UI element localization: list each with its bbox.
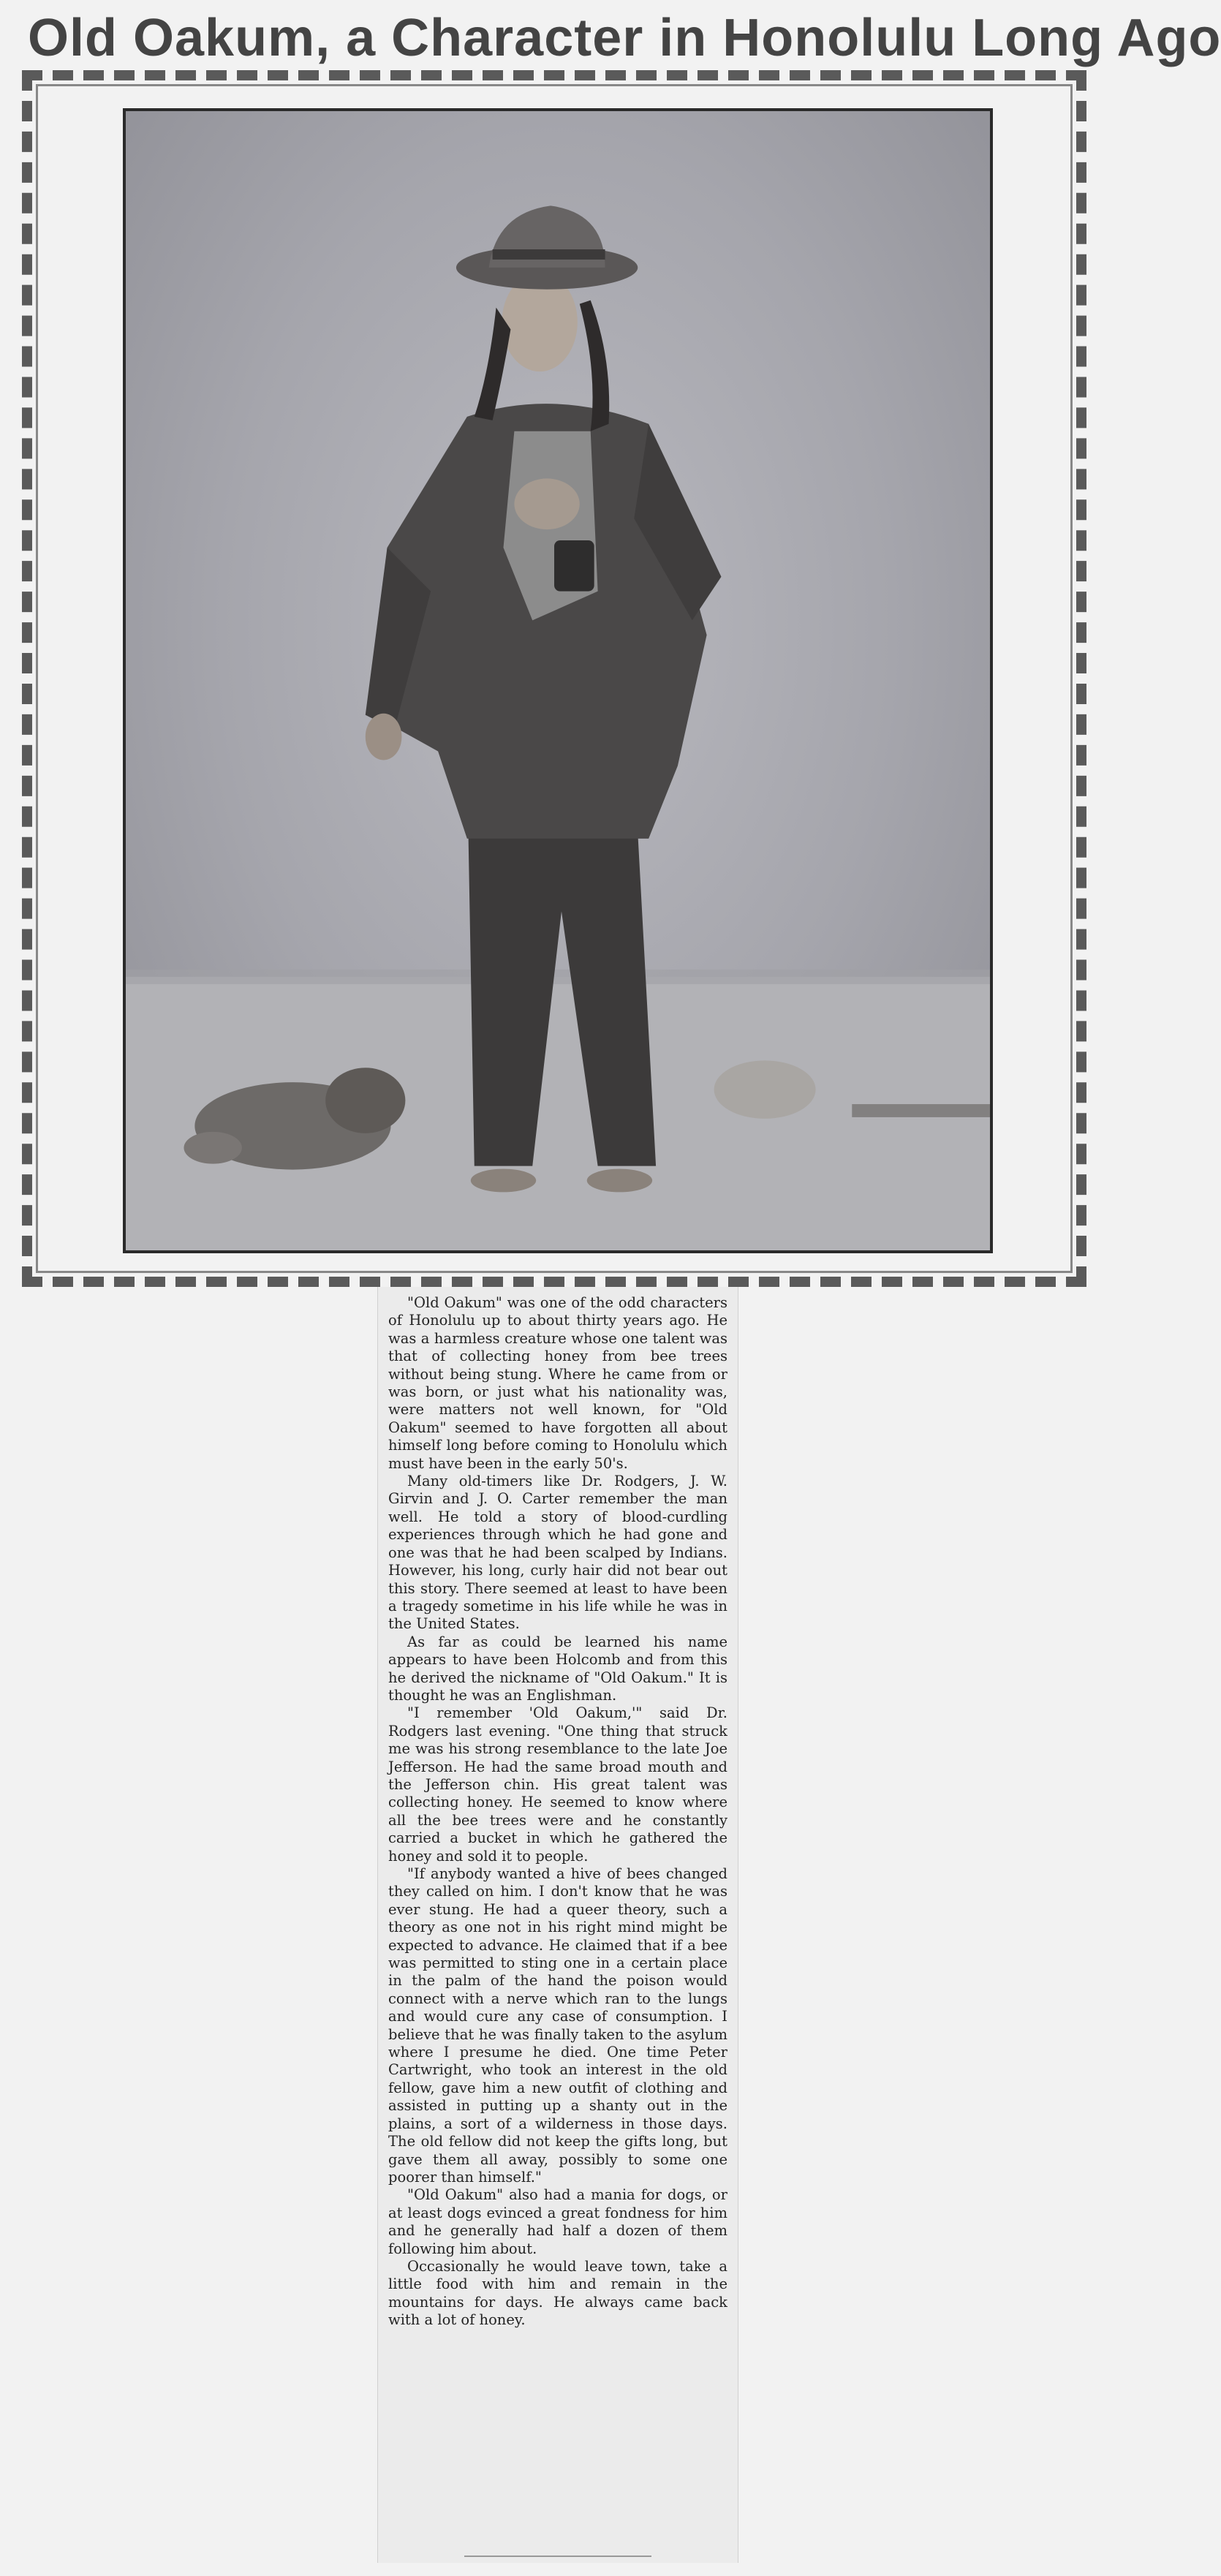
article-paragraph: "Old Oakum" was one of the odd characters of Honolulu up to about thirty years ago. He was a harmless creature whose one talent was that of collecting honey from bee trees without being stung. Where he came from or was born, or just what his nationality was, were matters not well known, for "Old Oakum" seemed to have forgotten all about himself long before coming to Honolulu which must have been in the early 50's. bbox=[388, 1294, 727, 1472]
article-column bbox=[377, 1287, 738, 2563]
end-rule-divider bbox=[464, 2556, 651, 2557]
article-paragraph: "If anybody wanted a hive of bees changed they called on him. I don't know that he was ever stung. He had a queer theory, such a theory as one not in his right mind might be expected to advance. He claimed that if a bee was permitted to sting one in a certain place in the palm of the hand the poison would connect with a nerve which ran to the lungs and would cure any case of consumption. I believe that he was finally taken to the asylum where I presume he died. One time Peter Cartwright, who took an interest in the old fellow, gave him a new outfit of clothing and assisted in putting up a shanty out in the plains, a sort of a wilderness in those days. The old fellow did not keep the gifts long, but gave them all away, possibly to some one poorer than himself." bbox=[388, 1865, 727, 2186]
article-paragraph: Occasionally he would leave town, take a little food with him and remain in the mountains for days. He always came back with a lot of honey. bbox=[388, 2257, 727, 2329]
old-oakum-figure-illustration bbox=[126, 111, 990, 1250]
article-paragraph: "I remember 'Old Oakum,'" said Dr. Rodgers last evening. "One thing that struck me was his strong resemblance to the late Joe Jefferson. He had the same broad mouth and the Jefferson chin. His great talent was collecting honey. He seemed to know where all the bee trees were and he constantly carried a bucket in which he gathered the honey and sold it to people. bbox=[388, 1704, 727, 1865]
portrait-photograph bbox=[123, 108, 993, 1253]
article-paragraph: As far as could be learned his name appears to have been Holcomb and from this he derived the nickname of "Old Oakum." It is thought he was an Englishman. bbox=[388, 1633, 727, 1704]
headline: Old Oakum, a Character in Honolulu Long Ago bbox=[28, 9, 1221, 67]
article-paragraph: "Old Oakum" also had a mania for dogs, or at least dogs evinced a great fondness for him and he generally had half a dozen of them following him about. bbox=[388, 2186, 727, 2257]
article-paragraph: Many old-timers like Dr. Rodgers, J. W. Girvin and J. O. Carter remember the man well. He told a story of blood-curdling experiences through which he had gone and one was that he had been scalped by Indians. However, his long, curly hair did not bear out this story. There seemed at least to have been a tragedy sometime in his life while he was in the United States. bbox=[388, 1473, 727, 1633]
